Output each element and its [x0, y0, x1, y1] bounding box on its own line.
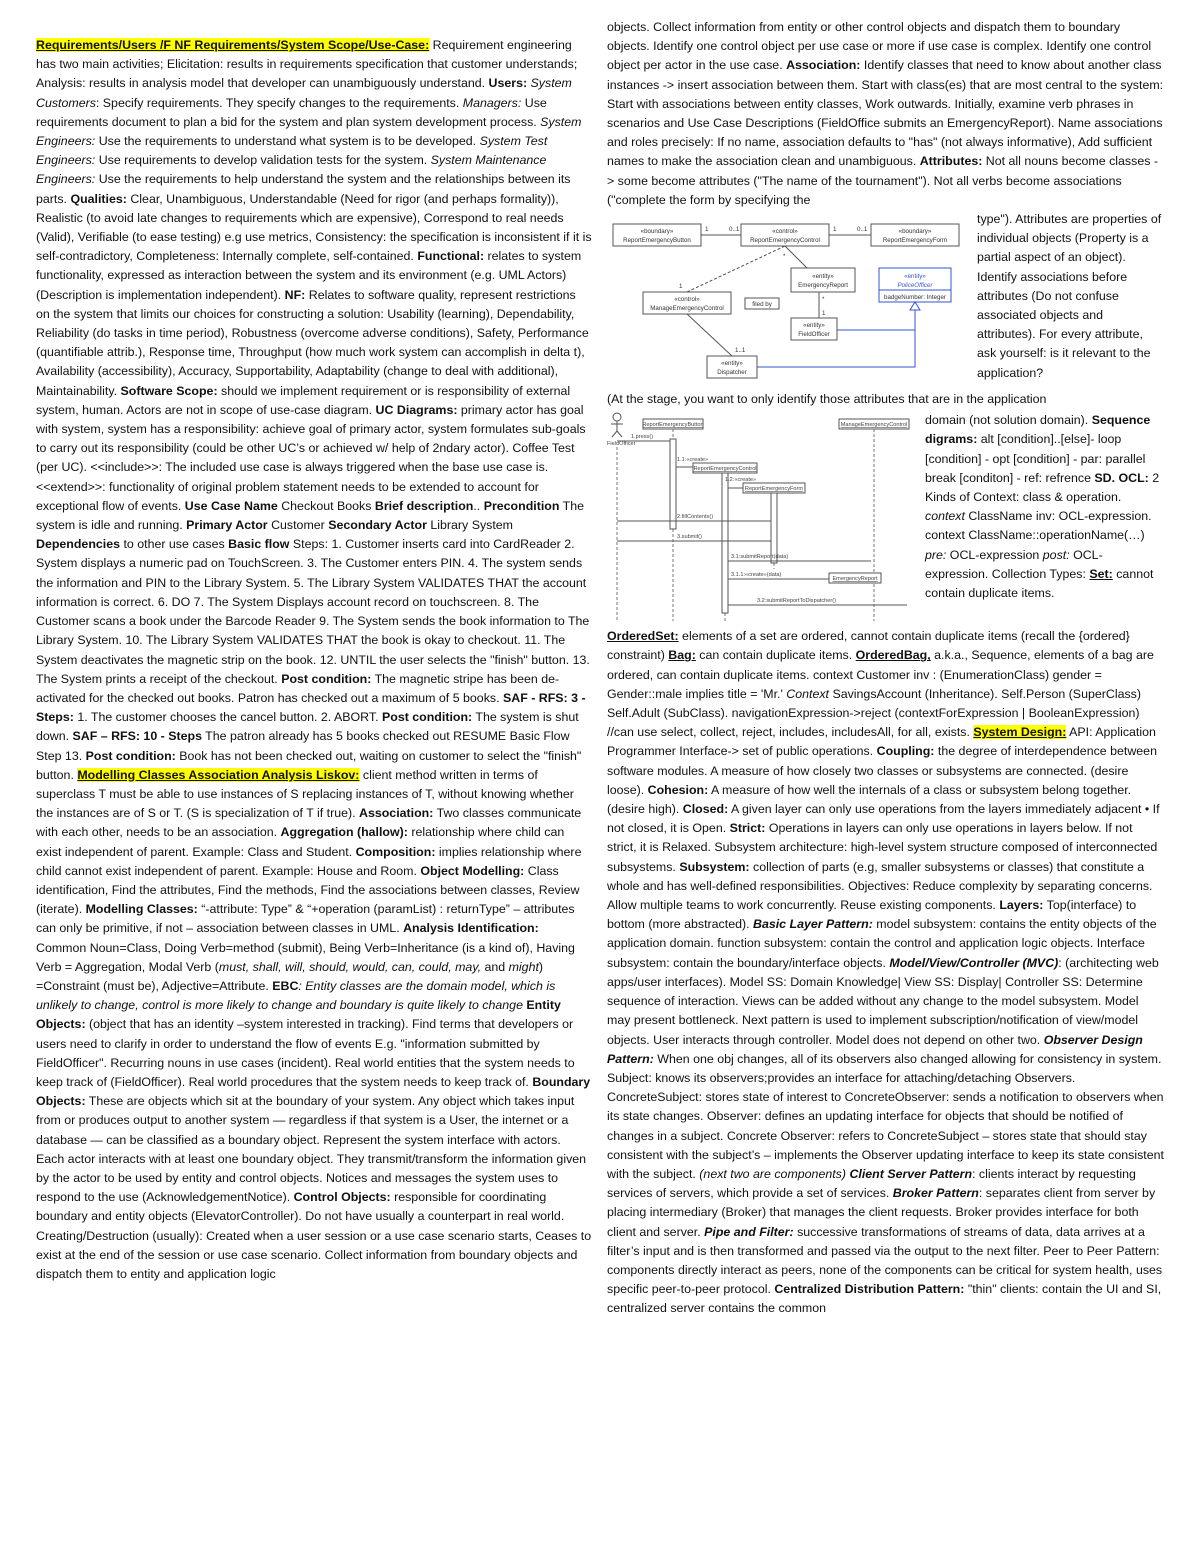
term-client-server: Client Server Pattern — [849, 1166, 973, 1181]
term-system-test-engineers: System Test Engineers: — [36, 134, 548, 168]
class-name: ReportEmergencyControl — [750, 237, 820, 245]
lifeline-label: ReportEmergencyButton — [642, 422, 704, 429]
term-ordered-bag: OrderedBag, — [855, 648, 931, 663]
sequence-diagram — [607, 409, 925, 627]
lifeline-label: ReportEmergencyControl — [693, 466, 757, 473]
text: responsible for coordinating boundary and entity objects (ElevatorController). Do not have usually a counterpart in real world. Creating/Destruction (usually): Created when a user session or a use case scenario starts, Ceases to exist at the end of the session or use case scenario. Collect information from boundary objects and dispatch them to entity and application logic — [36, 1190, 592, 1281]
message-label: 3.2:submitReportToDispatcher() — [757, 598, 836, 605]
text: “-attribute: Type” & “+operation (paramList) : returnType” – attributes can only be primitive, if not – association between classes in UML. — [36, 902, 575, 936]
term-modelling-classes: Modelling Classes: — [85, 902, 198, 917]
message-label: 1.2:«create» — [725, 477, 757, 484]
text: : Specify requirements. They specify changes to the requirements. — [95, 95, 463, 110]
stage-note — [607, 390, 1164, 409]
term-mvc: Model/View/Controller (MVC) — [889, 955, 1059, 970]
message-label: 1.press() — [631, 434, 654, 441]
term-ocl: OCL: — [1118, 470, 1149, 485]
text: Common Noun=Class, Doing Verb=method (submit), Being Verb=Inheritance (is a kind of), Having Verb = Aggregation, Modal Verb ( — [36, 940, 575, 974]
right-body — [607, 627, 1164, 1318]
text: elements of a set are ordered, cannot contain duplicate items (recall the {ordered} constraint) — [607, 629, 1130, 663]
multiplicity: 0..1 — [729, 226, 740, 234]
class-name: ReportEmergencyButton — [623, 237, 691, 245]
term-control-objects: Control Objects: — [293, 1190, 391, 1205]
multiplicity: 1..1 — [735, 347, 746, 355]
text: 2 Kinds of Context: class & operation. — [925, 470, 1160, 505]
message-label: 3.submit() — [677, 534, 702, 541]
stereo: «entity» — [812, 273, 834, 281]
term-functional: Functional: — [417, 249, 485, 264]
multiplicity: 1 — [679, 283, 683, 291]
lifeline-label: ManageEmergencyControl — [840, 422, 908, 429]
text: Use the requirements to understand what system is to be developed. — [95, 134, 480, 149]
text: Customer — [267, 518, 329, 533]
text: alt [condition]..[else]- loop [condition] - opt [condition] - par: parallel break [conditon] - ref: refrence — [925, 432, 1146, 485]
text: primary actor has goal with system, system has a responsibility: achieve goal of primary actor, system formulates sub-goals to carry out its responsibility (could be other UC’s or achieved w/ help of 2ndary actor). Coffee Test (per UC). <<include>>: The included use case is always triggered when the base use case is. <<extend>>: functionality of original problem statement needs to be extended to account for exceptional flow of events. — [36, 402, 586, 513]
term-attributes: Attributes: — [919, 154, 983, 169]
class-name: PoliceOfficer — [897, 282, 933, 290]
multiplicity: 1 — [705, 226, 709, 234]
term-composition: Composition: — [355, 844, 436, 859]
message-label: 2.fillContents() — [677, 514, 714, 521]
term-post: post: — [1042, 547, 1070, 562]
text: relates to system functionality, expressed as interaction between the system and its environment (e.g. UML Actors) (Description is implementation independent). — [36, 249, 582, 302]
term-centralized-distribution: Centralized Distribution Pattern: — [774, 1282, 965, 1297]
text: Class identification, Find the attributes, Find the methods, Find the associations between classes, Review (iterate). — [36, 863, 580, 917]
term-primary-actor: Primary Actor — [186, 518, 268, 533]
heading-modelling-classes: Modelling Classes Association Analysis Liskov: — [77, 767, 360, 782]
term-context: Context — [786, 686, 829, 701]
term-cohesion: Cohesion: — [647, 782, 709, 797]
actor-label: FieldOfficer — [607, 441, 636, 448]
term-system-customers: System Customers — [36, 76, 572, 110]
term-boundary-objects: Boundary Objects: — [36, 1074, 591, 1109]
text: cannot contain duplicate items. — [925, 566, 1154, 601]
text: objects. Collect information from entity or other control objects and dispatch them to boundary objects. Identify one control object per use case or more if use case is complex. Identify one control object per actor in the use case. — [607, 20, 1152, 73]
text: ) =Constraint (must be), Adjective=Attribute. — [36, 959, 544, 993]
inheritance-line — [837, 302, 915, 330]
term-saf-rfs-10: SAF – RFS: 10 - Steps — [72, 729, 202, 744]
message-label: 3.1.1:«create»(data) — [731, 572, 782, 579]
stereo: «entity» — [904, 273, 926, 281]
term-analysis-identification: Analysis Identification: — [403, 921, 539, 936]
text: implies relationship where child cannot exist independent of parent. Example: House and Room. — [36, 844, 582, 878]
term-secondary-actor: Secondary Actor — [328, 518, 427, 533]
term-precondition: Precondition — [483, 498, 560, 513]
term-closed: Closed: — [682, 802, 729, 817]
term-use-case-name: Use Case Name — [184, 498, 278, 513]
note-next-two: (next two are components) — [699, 1166, 846, 1181]
text: a.k.a., Sequence, elements of a bag are ordered, can contain duplicate items. context Customer inv : (EnumerationClass) gender = Gender::male implies title = 'Mr.' — [607, 648, 1154, 701]
class-name: FieldOfficer — [798, 331, 830, 339]
message-label: 3.1:submitReport(data) — [731, 554, 789, 561]
text: When one obj changes, all of its observers also changed allowing for consistency in system. Subject: knows its observers;provides an interface for attaching/detaching Observers. ConcreteSubject: stores state of interest to ConcreteObserver: sends a notification to observers when its state changes. Observer: defines an updating interface for objects that should be notified of changes in a subject. Concrete Observer: refers to ConcreteSubject – stores state that should stay consistent with the subject’s – implements the Observer updating interface to keep its state consistent with the subject. — [607, 1051, 1164, 1181]
text: .. — [473, 498, 484, 513]
term-users: Users: — [488, 76, 528, 91]
term-layers: Layers: — [999, 898, 1044, 913]
class-attribute: badgeNumber: Integer — [884, 294, 946, 302]
stereo: «boundary» — [640, 228, 674, 236]
modal-might: might — [508, 959, 539, 974]
multiplicity: * — [783, 253, 786, 261]
text: domain (not solution domain). — [925, 413, 1089, 428]
stereo: «control» — [772, 228, 798, 236]
term-aggregation: Aggregation (hallow): — [280, 825, 408, 840]
text: relationship where child can exist independent of parent. Example: Class and Student. — [36, 825, 565, 859]
term-post-condition: Post condition: — [281, 671, 372, 686]
text: the degree of interdependence between software modules. A measure of how closely two classes or subsystems are connected. (desire loose). — [607, 744, 1157, 797]
term-association: Association: — [786, 58, 861, 73]
term-system-engineers: System Engineers: — [36, 114, 582, 149]
message-label: 1.1:«create» — [677, 457, 709, 464]
term-post-condition: Post condition: — [85, 748, 176, 763]
term-object-modelling: Object Modelling: — [420, 863, 525, 878]
left-column — [36, 36, 592, 1284]
term-brief-description: Brief description — [374, 498, 474, 513]
text: Clear, Unambiguous, Understandable (Need for rigor (and perhaps formality)), Realistic (to avoid late changes to requirements which are expensive), Correspond to real needs (Valid), Verifiable (to ease testing) e.g use metrics, Consistency: the specification is inconsistent if it is self-contradictory, Completeness: Internally complete, self-contained. — [36, 191, 592, 264]
stereo: «entity» — [721, 360, 743, 368]
assoc-line — [687, 314, 732, 356]
actor-head — [613, 413, 621, 421]
text: to other use cases — [120, 537, 229, 552]
sequence-side-text — [925, 409, 1164, 603]
class-diagram-row — [607, 210, 1164, 390]
text: : separates client from server by placing intermediary (Broker) that manages the client requests. Broker provides interface for both client and server. — [607, 1186, 1156, 1239]
term-observer-pattern: Observer Design Pattern: — [607, 1032, 1143, 1066]
term-basic-layer-pattern: Basic Layer Pattern: — [753, 917, 873, 932]
sequence-diagram-row — [607, 409, 1164, 627]
text: ClassName inv: OCL-expression. context ClassName::operationName(…) — [925, 509, 1152, 543]
attributes-side-text — [977, 210, 1164, 383]
text: type"). Attributes are properties of individual objects (Property is a partial aspect of an object). Identify associations before attributes (Do not confuse associated objects and attributes). For every attribute, ask yourself: is it relevant to the application? — [977, 212, 1162, 380]
text: successive transformations of streams of data, data arrives at a filter’s input and is then transformed and passed via the output to the next filter. Peer to Peer Pattern: components directly interact as peers, none of the components can be critical for system health, uses specific peer-to-peer protocol. — [607, 1224, 1163, 1297]
class-diagram — [607, 210, 977, 390]
text: The patron already has 5 books checked out RESUME Basic Flow Step 13. — [36, 729, 570, 763]
right-column — [607, 18, 1164, 1319]
ebc-text: : Entity classes are the domain model, which is unlikely to change, control is more likely to change and boundary is quite likely to change — [36, 978, 556, 1013]
text: The magnetic stripe has been de-activated for the checked out books. Patron has checked out a maximum of 5 books. — [36, 671, 560, 705]
term-bag: Bag: — [668, 648, 696, 663]
class-name: ReportEmergencyForm — [882, 237, 948, 245]
term-ordered-set: OrderedSet: — [607, 629, 679, 644]
stereo: «entity» — [803, 322, 825, 330]
term-context: context — [925, 509, 965, 524]
text: Use the requirements to help understand the system and the relationships between its parts. — [36, 172, 571, 206]
text: model subsystem: contains the entity objects of the application domain. function subsystem: contain the control and application logic objects. Interface subsystem: contain the boundary/interface objects. — [607, 917, 1157, 970]
term-sequence-diagrams: Sequence digrams: — [925, 413, 1151, 447]
text: A measure of how well the internals of a class or subsystem belong together. (desire high). — [607, 782, 1132, 817]
text: The system is idle and running. — [36, 498, 584, 533]
text: Steps: 1. Customer inserts card into CardReader 2. System displays a numeric pad on TouchScreen. 3. The Customer enters PIN. 4. The system sends the information and PIN to the Library System. 5. The Library System VALIDATES THAT the account information is correct. 6. DO 7. The System Displays account record on touchscreen. 8. The Customer scans a book under the Barcode Reader 9. The System sends the book information to The Library System. 10. The Library System VALIDATES THAT the book is okay to checkout. 11. The System deactivates the magnetic strip on the book. 12. UNTIL the user selects the "finish" button. 13. The System prints a receipt of the checkout. — [36, 537, 590, 686]
text: Library System — [426, 518, 514, 533]
lifeline-label: ReportEmergencyForm — [744, 486, 804, 493]
text: "thin" clients: contain the UI and SI, centralized server contains the common — [607, 1282, 1162, 1316]
text: SavingsAccount (Inheritance). Self.Person (SuperClass) Self.Adult (SubClass). navigationExpression->reject (contextForExpression | BooleanExpression) //can use select, collect, reject, includes, includesAll, for all, exists. — [607, 686, 1141, 740]
text: Operations in layers can only use operations in layers below. If not strict, it is Relaxed. Subsystem architecture: high-level system structure composed of interconnected subsystems. — [607, 821, 1158, 874]
text: Top(interface) to bottom (more abstracted). — [607, 898, 1137, 932]
text: Book has not been checked out, waiting on customer to select the "finish" button. — [36, 748, 582, 782]
class-name: ManageEmergencyControl — [650, 305, 724, 313]
term-broker-pattern: Broker Pattern — [892, 1186, 979, 1201]
lifeline-label: EmergencyReport — [832, 576, 878, 583]
term-subsystem: Subsystem: — [679, 859, 750, 874]
modal-verbs: must, shall, will, should, would, can, could, may, — [218, 959, 482, 974]
text: : (architecting web apps/user interfaces). Model SS: Domain Knowledge| View SS: Display| Controller SS: Determine sequence of interaction. Views can be added without any change to the model subsystem. Model may present bottleneck. Next pattern is used to implement subscription/notification of view/model objects. User interacts through controller. Model does not depend on other two. — [607, 955, 1159, 1047]
heading-system-design: System Design: — [973, 725, 1067, 740]
stereo: «control» — [674, 296, 700, 304]
text: and — [481, 959, 509, 974]
class-name: Dispatcher — [717, 369, 747, 377]
term-set: Set: — [1089, 566, 1113, 581]
text: OCL-expression — [946, 547, 1043, 562]
text: (At the stage, you want to only identify those attributes that are in the application — [607, 392, 1047, 407]
term-strict: Strict: — [729, 821, 766, 836]
text: Two classes communicate with each other, needs to be an association. — [36, 806, 582, 840]
text: Identify classes that need to know about another class instances -> insert association between them. Start with class(es) that are most central to the system: Start with associations between entity classes, Work outwards. Initially, examine verb phrases in scenarios and Use Case Descriptions (FieldOffice submits an EmergencyReport). Name associations and roles precisely: If no name, association defaults to "has" (not always informative), Add sufficient names to make the association clean and unambiguous. — [607, 58, 1164, 169]
term-system-maintenance: System Maintenance Engineers: — [36, 153, 547, 187]
text: should we implement requirement or is responsibility of external system, human. Actors are not in scope of use-case diagram. — [36, 383, 571, 417]
text: Checkout Books — [277, 498, 375, 513]
text: : clients interact by requesting services of servers, which provide a set of services. — [607, 1166, 1136, 1201]
text: The system is shut down. — [36, 710, 579, 744]
text: Not all nouns become classes -> some become attributes ("The name of the tournament"). Not all verbs become associations ("complete the form by specifying the — [607, 154, 1158, 207]
text: OCL-expression. Collection Types: — [925, 547, 1103, 581]
class-name: EmergencyReport — [798, 282, 848, 290]
multiplicity: 1 — [822, 310, 826, 318]
right-intro — [607, 18, 1164, 210]
dependency-line — [687, 246, 785, 292]
term-dependencies: Dependencies — [36, 537, 121, 552]
text: can contain duplicate items. — [695, 648, 856, 663]
term-ebc: EBC — [272, 978, 299, 993]
text: client method written in terms of superclass T must be able to use instances of S replacing instances of T, without knowing whether the instances are of S or T. (S is specialization of T if true). — [36, 767, 574, 821]
text: Use requirements to develop validation tests for the system. — [95, 153, 431, 168]
multiplicity: * — [822, 296, 825, 304]
text: These are objects which sit at the boundary of your system. Any object which takes input from or produces output to another system — regardless if that system is a User, the internet or a database — can be classified as a boundary object. Represent the system interface with actors. Each actor interacts with at least one boundary object. They transmit/transform the information given by the actor to be used by entity and control objects. Notices and messages the system uses to respond to the use (AcknowledgementNotice). — [36, 1094, 587, 1205]
term-sd: SD. — [1094, 470, 1116, 485]
term-software-scope: Software Scope: — [120, 383, 218, 398]
text: Use requirements document to plan a bid for the system and plan system development process. — [36, 95, 547, 129]
term-pre: pre: — [925, 547, 947, 562]
term-pipe-and-filter: Pipe and Filter: — [704, 1224, 794, 1239]
multiplicity: 1 — [833, 226, 837, 234]
multiplicity: 0..1 — [857, 226, 868, 234]
text: (object that has an identity –system interested in tracking). Find terms that developers or users need to clarify in order to understand the flow of events E.g. "information submitted by FieldOfficer". Recurring nouns in use cases (incident). Real world entities that the system needs to keep track of (FieldOfficer). Real world procedures that the system needs to keep track of. — [36, 1017, 575, 1089]
stereo: «boundary» — [898, 228, 932, 236]
text: Requirement engineering has two main activities; Elicitation: results in requirements specification that customer understands; Analysis: results in analysis model that developer can unambiguously understand. — [36, 38, 578, 91]
term-managers: Managers: — [462, 95, 522, 110]
note-text: filed by — [752, 301, 772, 309]
heading-requirements: Requirements/Users /F NF Requirements/System Scope/Use-Case: — [36, 38, 430, 52]
text: 1. The customer chooses the cancel button. 2. ABORT. — [73, 710, 382, 725]
text: A given layer can only use operations from the layers immediately adjacent • If not closed, it is Open. — [607, 802, 1160, 836]
term-post-condition: Post condition: — [381, 710, 473, 725]
assoc-line — [785, 246, 807, 268]
term-basic-flow: Basic flow — [228, 537, 290, 552]
term-uc-diagrams: UC Diagrams: — [375, 402, 458, 417]
term-association: Association: — [359, 806, 434, 821]
inheritance-arrow — [910, 302, 920, 310]
term-qualities: Qualities: — [70, 191, 127, 206]
text: collection of parts (e.g, smaller subsystems or classes) that constitute a whole and has well-defined responsibilities. Objectives: Reduce complexity by separating concerns. Allow multiple teams to work concurrently. Reuse existing components. — [607, 859, 1153, 913]
term-nf: NF: — [284, 287, 306, 302]
term-entity-objects: Entity Objects: — [36, 998, 561, 1032]
text: Relates to software quality, represent restrictions on the system that limits our choices for constructing a solution: Usability (learning), Dependability, Reliability (do tasks in time period), Robustness (overcome adverse conditions), Safety, Performance (quantifiable attrib.), Response time, Throughput (how much work system can accomplish in delta t), Availability (accessibility), Accuracy, Supportability, Adaptability (change to deal with additional), Maintainability. — [36, 287, 589, 398]
text: API: Application Programmer Interface-> set of public operations. — [607, 725, 1156, 759]
term-coupling: Coupling: — [876, 744, 935, 759]
term-saf-rfs-3: SAF - RFS: 3 - Steps: — [36, 690, 586, 725]
